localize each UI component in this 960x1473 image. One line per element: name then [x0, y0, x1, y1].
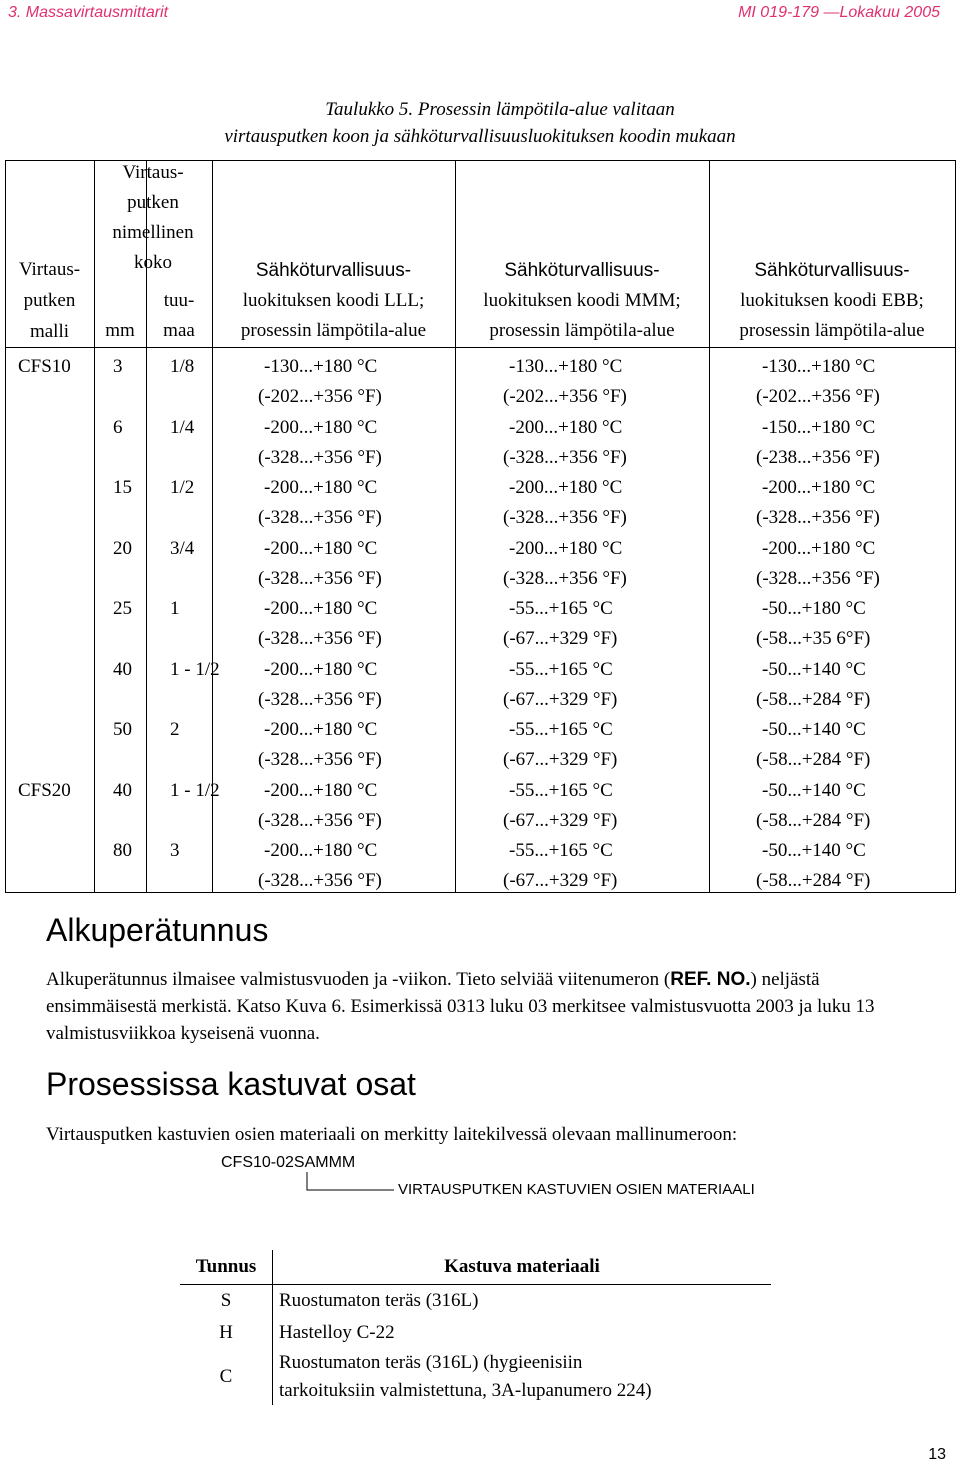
cell-lll — [258, 715, 382, 775]
header-model-line: malli — [29, 321, 70, 342]
caption-line-1: Taulukko 5. Prosessin lämpötila-alue valitaan — [325, 99, 675, 120]
temp-fahrenheit: (-328...+356 °F) — [503, 446, 627, 468]
header-lll-line: luokituksen koodi LLL; — [242, 290, 425, 311]
cell-mmm — [503, 352, 627, 412]
temp-fahrenheit: (-67...+329 °F) — [503, 688, 618, 710]
temp-celsius: -55...+165 °C — [509, 840, 613, 861]
header-inch-line: maa — [163, 320, 195, 341]
header-model-line: Virtaus- — [18, 259, 81, 280]
cell-mm: 6 — [113, 416, 123, 438]
temp-fahrenheit: (-58...+284 °F) — [756, 809, 871, 831]
temp-celsius: -130...+180 °C — [264, 356, 378, 377]
temp-celsius: -130...+180 °C — [509, 356, 623, 377]
temp-fahrenheit: (-238...+356 °F) — [756, 446, 880, 468]
cell-model: CFS20 — [18, 779, 71, 801]
materials-row — [180, 1317, 771, 1349]
cell-lll — [258, 594, 382, 654]
origin-text-part: Alkuperätunnus ilmaisee valmistusvuoden ja -viikon. Tieto selviää viitenumeron ( — [46, 969, 671, 990]
temp-fahrenheit: (-202...+356 °F) — [258, 386, 382, 407]
temp-fahrenheit: (-67...+329 °F) — [503, 870, 618, 891]
cell-inch: 1 - 1/2 — [170, 779, 220, 801]
cell-inch: 3/4 — [170, 537, 195, 559]
cell-ebb — [756, 594, 871, 654]
running-header-section: 3. Massavirtausmittarit — [8, 4, 169, 21]
header-inch-line: tuu- — [163, 290, 195, 311]
caption-line-2: virtausputken koon ja sähköturvallisuusluokituksen koodin mukaan — [224, 126, 736, 147]
temp-fahrenheit: (-328...+356 °F) — [258, 628, 382, 649]
header-lll-line: prosessin lämpötila-alue — [240, 320, 427, 341]
cell-mm: 15 — [113, 477, 132, 498]
cell-inch: 3 — [170, 840, 180, 861]
origin-text-part: ) neljästä ensimmäisestä merkistä. Katso Kuva 6. Esimerkissä 0313 luku 03 merkitsee valmistusvuotta 2003 ja luku 13 valmistusviikkoa kyseisenä vuonna. — [46, 969, 875, 1044]
temp-celsius: -200...+180 °C — [762, 477, 876, 498]
cell-mmm — [503, 594, 618, 654]
cell-inch: 1 — [170, 598, 180, 619]
table-header-divider — [5, 347, 956, 348]
cell-lll — [258, 655, 382, 715]
temp-celsius: -200...+180 °C — [264, 840, 378, 861]
header-size-line: putken — [127, 192, 179, 213]
cell-lll — [258, 836, 382, 896]
temp-celsius: -200...+180 °C — [509, 537, 623, 559]
cell-mm: 50 — [113, 719, 132, 740]
temp-celsius: -200...+180 °C — [264, 658, 378, 680]
temp-celsius: -200...+180 °C — [264, 719, 378, 740]
temp-celsius: -50...+140 °C — [762, 779, 866, 801]
code-leader-line — [300, 1172, 395, 1194]
temp-celsius: -55...+165 °C — [509, 598, 613, 619]
temp-fahrenheit: (-328...+356 °F) — [258, 446, 382, 468]
cell-mm: 25 — [113, 598, 132, 619]
cell-mmm — [503, 655, 618, 715]
temp-fahrenheit: (-67...+329 °F) — [503, 809, 618, 831]
temp-fahrenheit: (-202...+356 °F) — [756, 386, 880, 407]
header-mm: mm — [105, 320, 135, 341]
temp-celsius: -200...+180 °C — [264, 537, 378, 559]
cell-inch: 1/4 — [170, 416, 195, 438]
cell-mm: 40 — [113, 658, 132, 680]
running-header-doc: MI 019-179 —Lokakuu 2005 — [738, 4, 940, 21]
header-mmm-line: luokituksen koodi MMM; — [483, 290, 681, 311]
material-name — [273, 1317, 772, 1349]
cell-lll — [258, 473, 382, 533]
cell-mmm — [503, 534, 627, 594]
temp-fahrenheit: (-328...+356 °F) — [503, 567, 627, 589]
cell-mmm — [503, 836, 618, 896]
material-line: tarkoituksiin valmistettuna, 3A-lupanumero 224) — [279, 1380, 652, 1401]
origin-paragraph — [46, 966, 926, 1047]
materials-table — [180, 1250, 771, 1405]
material-line: Hastelloy C-22 — [279, 1322, 395, 1343]
material-name — [273, 1349, 772, 1405]
header-model-line: putken — [23, 290, 76, 311]
material-line: Ruostumaton teräs (316L) (hygieenisiin — [279, 1352, 583, 1373]
cell-ebb — [756, 534, 880, 594]
cell-ebb — [756, 413, 880, 473]
material-code: S — [180, 1285, 273, 1318]
temp-fahrenheit: (-328...+356 °F) — [258, 567, 382, 589]
temp-fahrenheit: (-58...+284 °F) — [756, 749, 871, 770]
header-mmm-line: prosessin lämpötila-alue — [489, 320, 675, 341]
table-caption — [0, 96, 960, 150]
material-code: H — [180, 1317, 273, 1349]
cell-mm: 40 — [113, 779, 132, 801]
header-ebb — [709, 256, 955, 346]
header-lll-line: Sähköturvallisuus- — [255, 260, 412, 281]
temp-celsius: -55...+165 °C — [509, 658, 613, 680]
header-size-line: Virtaus- — [122, 162, 184, 183]
temp-fahrenheit: (-328...+356 °F) — [258, 870, 382, 891]
cell-mmm — [503, 715, 618, 775]
temp-celsius: -150...+180 °C — [762, 416, 876, 438]
cell-mmm — [503, 776, 618, 836]
material-code: C — [180, 1349, 273, 1405]
header-mmm — [455, 256, 709, 346]
header-size-line: nimellinen — [112, 222, 194, 243]
cell-lll — [258, 413, 382, 473]
temp-fahrenheit: (-58...+284 °F) — [756, 688, 871, 710]
temp-celsius: -50...+140 °C — [762, 658, 866, 680]
temp-celsius: -200...+180 °C — [509, 477, 623, 498]
temp-fahrenheit: (-67...+329 °F) — [503, 628, 618, 649]
model-code-prefix: CFS10-02 — [221, 1154, 294, 1171]
material-line: Ruostumaton teräs (316L) — [279, 1290, 479, 1311]
materials-row — [180, 1349, 771, 1405]
cell-ebb — [756, 836, 871, 896]
cell-model: CFS10 — [18, 356, 71, 377]
code-explanation: VIRTAUSPUTKEN KASTUVIEN OSIEN MATERIAALI — [398, 1181, 755, 1198]
cell-ebb — [756, 715, 871, 775]
cell-lll — [258, 534, 382, 594]
header-size — [94, 158, 212, 278]
cell-ebb — [756, 352, 880, 412]
temp-fahrenheit: (-328...+356 °F) — [258, 809, 382, 831]
cell-mmm — [503, 413, 627, 473]
cell-ebb — [756, 776, 871, 836]
header-inch — [146, 286, 212, 346]
model-code-suffix: AMMM — [304, 1154, 356, 1171]
header-size-line: koko — [134, 252, 172, 273]
temp-celsius: -200...+180 °C — [762, 537, 876, 559]
temp-fahrenheit: (-58...+35 6°F) — [756, 628, 871, 649]
temp-fahrenheit: (-328...+356 °F) — [503, 507, 627, 528]
cell-inch: 1 - 1/2 — [170, 658, 220, 680]
temp-fahrenheit: (-67...+329 °F) — [503, 749, 618, 770]
cell-inch: 1/8 — [170, 356, 195, 377]
cell-inch: 1/2 — [170, 477, 195, 498]
header-ebb-line: prosessin lämpötila-alue — [739, 320, 925, 341]
header-ebb-line: Sähköturvallisuus- — [754, 260, 910, 281]
temp-celsius: -200...+180 °C — [264, 598, 378, 619]
cell-lll — [258, 352, 382, 412]
cell-mmm — [503, 473, 627, 533]
origin-title: Alkuperätunnus — [46, 912, 269, 948]
header-ebb-line: luokituksen koodi EBB; — [740, 290, 924, 311]
temp-celsius: -200...+180 °C — [264, 779, 378, 801]
temp-celsius: -200...+180 °C — [509, 416, 623, 438]
cell-inch: 2 — [170, 719, 180, 740]
wetted-title: Prosessissa kastuvat osat — [46, 1066, 416, 1102]
materials-header-material: Kastuva materiaali — [273, 1250, 772, 1285]
header-lll — [212, 256, 455, 346]
materials-row — [180, 1285, 771, 1318]
materials-body — [180, 1285, 771, 1406]
temp-celsius: -55...+165 °C — [509, 779, 613, 801]
temp-celsius: -200...+180 °C — [264, 477, 378, 498]
cell-mm: 20 — [113, 537, 132, 559]
temp-celsius: -50...+140 °C — [762, 719, 866, 740]
temp-celsius: -55...+165 °C — [509, 719, 613, 740]
temp-celsius: -50...+180 °C — [762, 598, 866, 619]
cell-ebb — [756, 473, 880, 533]
temp-fahrenheit: (-58...+284 °F) — [756, 870, 871, 891]
temp-celsius: -200...+180 °C — [264, 416, 378, 438]
temp-fahrenheit: (-202...+356 °F) — [503, 386, 627, 407]
wetted-paragraph: Virtausputken kastuvien osien materiaali on merkitty laitekilvessä olevaan mallinumeroon: — [46, 1124, 738, 1145]
temp-fahrenheit: (-328...+356 °F) — [756, 567, 880, 589]
page-number: 13 — [928, 1446, 946, 1463]
temp-fahrenheit: (-328...+356 °F) — [756, 507, 880, 528]
model-code-material: S — [293, 1154, 305, 1171]
cell-mm: 3 — [113, 356, 123, 377]
table-right-border — [955, 160, 956, 893]
materials-header-code: Tunnus — [180, 1250, 273, 1285]
ref-no-label: REF. NO. — [670, 969, 751, 990]
temp-fahrenheit: (-328...+356 °F) — [258, 749, 382, 770]
temp-celsius: -130...+180 °C — [762, 356, 876, 377]
cell-ebb — [756, 655, 871, 715]
cell-mm: 80 — [113, 840, 132, 861]
model-code — [221, 1154, 355, 1172]
header-model — [5, 254, 94, 347]
cell-lll — [258, 776, 382, 836]
temp-fahrenheit: (-328...+356 °F) — [258, 688, 382, 710]
header-mmm-line: Sähköturvallisuus- — [504, 260, 660, 281]
material-name — [273, 1285, 772, 1318]
temp-fahrenheit: (-328...+356 °F) — [258, 507, 382, 528]
temp-celsius: -50...+140 °C — [762, 840, 866, 861]
